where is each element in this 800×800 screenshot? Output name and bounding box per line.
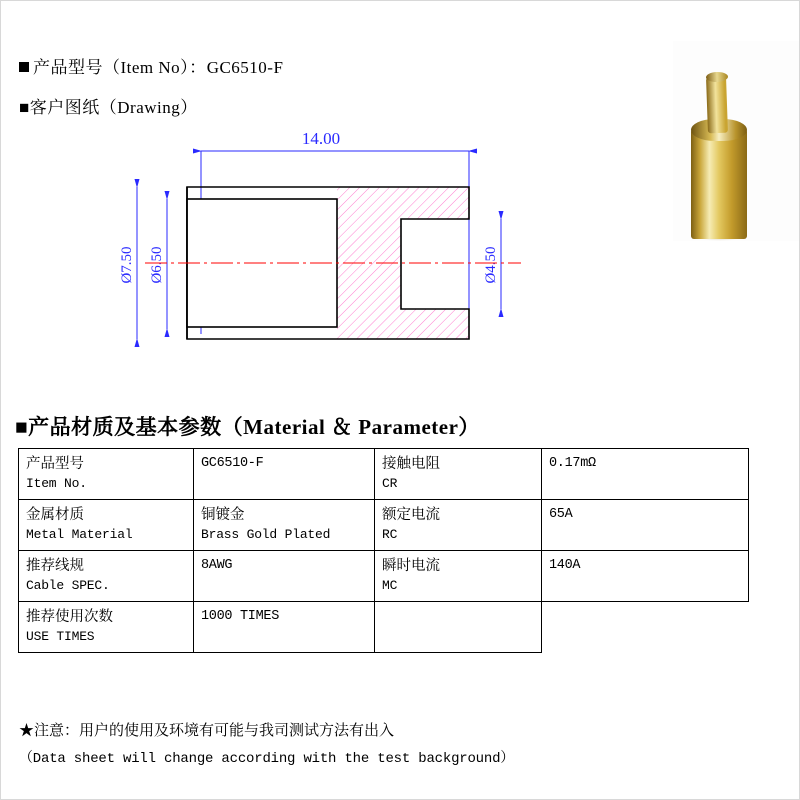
item-no-value: GC6510-F <box>206 58 284 77</box>
label2-cn: 瞬时电流 <box>382 558 440 575</box>
spec-table <box>18 448 749 653</box>
label2-cn: 额定电流 <box>382 507 440 524</box>
value2: 140A <box>549 558 581 574</box>
dim-pin-dia-label: Ø4.50 <box>483 246 499 284</box>
row-label-use-times <box>19 602 194 653</box>
row-label-cable-spec <box>19 551 194 602</box>
table-row <box>19 449 749 500</box>
material-heading-text: ■产品材质及基本参数（Material ＆ Parameter） <box>15 415 480 439</box>
note-disclaimer: （Data sheet will change according with the test background） <box>19 751 515 767</box>
row-label-item-no <box>19 449 194 500</box>
dim-outer-dia-label: Ø7.50 <box>119 246 135 284</box>
label-en: Cable SPEC. <box>26 577 110 593</box>
label-en: Metal Material <box>26 526 133 542</box>
row-label-rc <box>375 500 542 551</box>
row-value-cr <box>542 449 749 500</box>
row-value-rc <box>542 500 749 551</box>
product-photo <box>673 41 799 241</box>
row-value-item-no <box>194 449 375 500</box>
dim-inner-dia-label: Ø6.50 <box>149 246 165 284</box>
item-heading-en: （Item No）： <box>103 58 207 77</box>
value-en: Brass Gold Plated <box>201 526 331 542</box>
label2-en: RC <box>382 526 398 542</box>
label2-en: CR <box>382 475 398 491</box>
item-heading-cn: 产品型号 <box>33 58 103 77</box>
row-label-metal-material <box>19 500 194 551</box>
label2-cn: 接触电阻 <box>382 456 440 472</box>
value: 8AWG <box>201 558 233 574</box>
label-en: USE TIMES <box>26 628 95 644</box>
label-cn: 金属材质 <box>26 507 84 524</box>
row-label-cr <box>375 449 542 500</box>
table-row <box>19 551 749 602</box>
value-cn: 铜镀金 <box>201 507 245 524</box>
table-row <box>19 500 749 551</box>
drawing-heading <box>19 93 198 118</box>
label-en: Item No. <box>26 475 87 491</box>
value2: 0.17mΩ <box>549 456 596 471</box>
material-heading <box>15 411 480 441</box>
item-no-heading <box>19 53 283 78</box>
row-value-use-times <box>194 602 375 653</box>
row-value-cable-spec <box>194 551 375 602</box>
row-label-mc <box>375 551 542 602</box>
value: GC6510-F <box>201 456 264 471</box>
label-cn: 推荐使用次数 <box>26 609 113 626</box>
table-row <box>19 602 749 653</box>
bullet-square-icon <box>19 62 29 72</box>
label-cn: 推荐线规 <box>26 558 84 575</box>
note-warning: ★注意：用户的使用及环境有可能与我司测试方法有出入 <box>19 723 395 739</box>
dim-length-label: 14.00 <box>301 129 341 148</box>
technical-drawing <box>101 119 661 379</box>
photo-connector-stem <box>706 77 728 134</box>
value2: 65A <box>549 507 573 523</box>
label-cn: 产品型号 <box>26 456 84 472</box>
photo-connector-body <box>691 129 747 239</box>
value: 1000 TIMES <box>201 609 280 625</box>
drawing-heading-text: ■客户图纸（Drawing） <box>19 98 198 117</box>
row-value-metal-material <box>194 500 375 551</box>
row-value-mc <box>542 551 749 602</box>
row-value-empty <box>542 602 749 653</box>
row-label-empty <box>375 602 542 653</box>
label2-en: MC <box>382 577 398 593</box>
